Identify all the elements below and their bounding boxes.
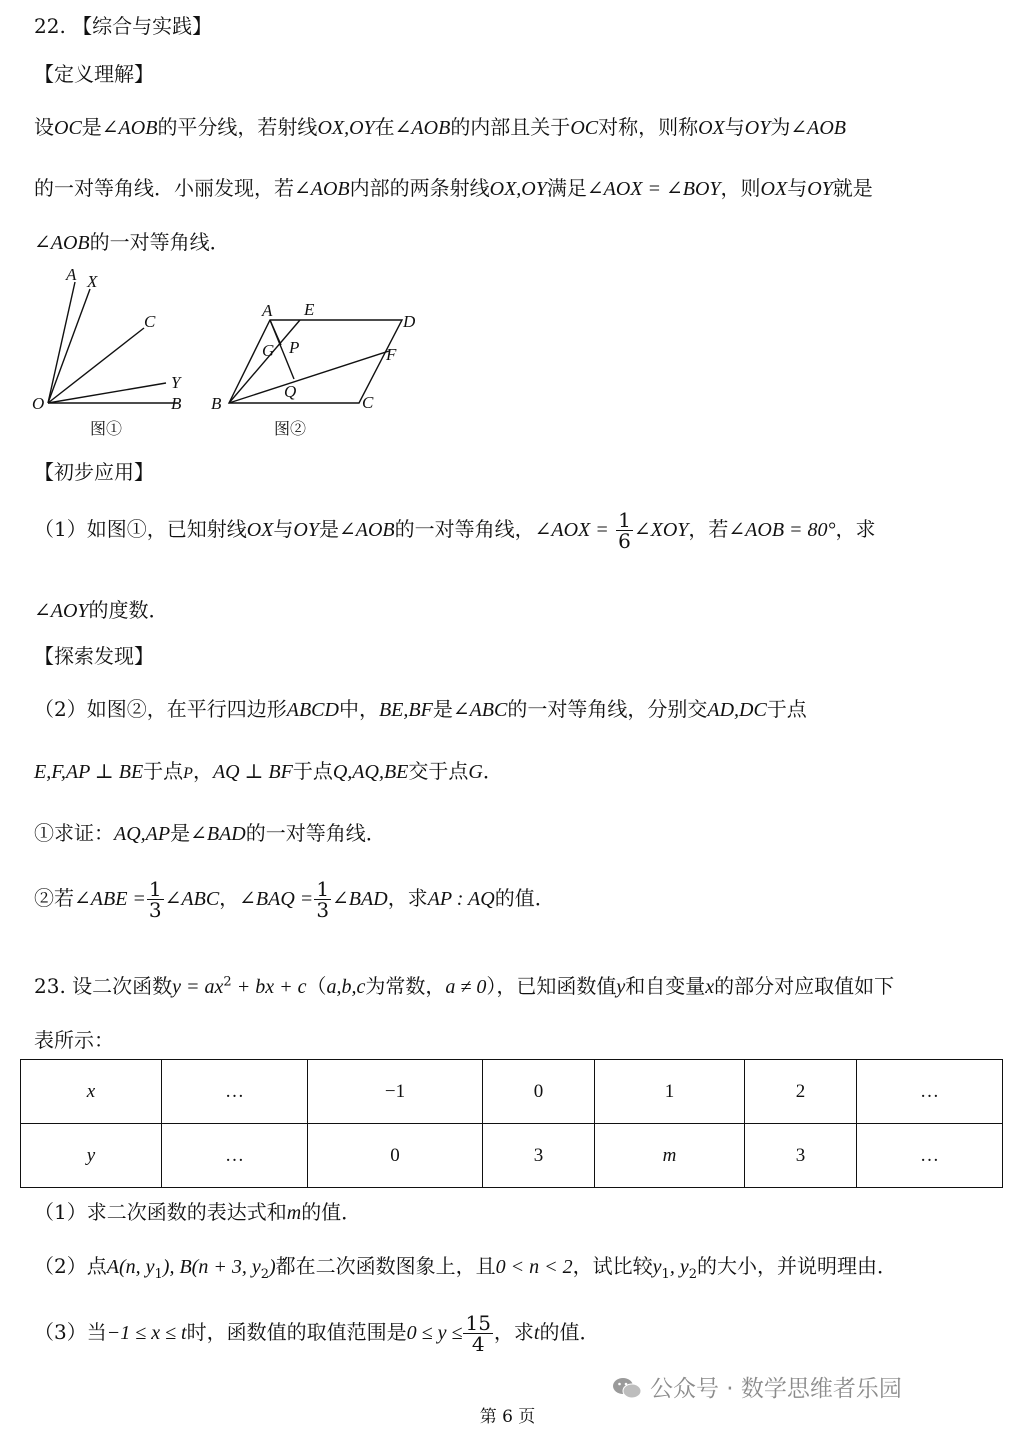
- q22-part2-line-2: E,F,AP ⊥ BE于点P，AQ ⊥ BF于点Q,AQ,BE交于点G．: [34, 759, 503, 783]
- fig2-label-p: P: [289, 338, 300, 357]
- q23-part1: （1）求二次函数的表达式和m的值．: [34, 1200, 362, 1224]
- fraction-one-third-b: $\frac{1}{3}$: [316, 877, 330, 922]
- fig2-label-a: A: [262, 301, 273, 320]
- q22-part1-line-2: ∠AOY的度数．: [34, 598, 169, 622]
- table-cell: y: [21, 1124, 162, 1188]
- table-cell: 0: [483, 1060, 595, 1124]
- fig1-label-y: Y: [171, 373, 181, 392]
- q22-part2-line-1: （2）如图②，在平行四边形ABCD中，BE,BF是∠ABC的一对等角线，分别交AD,DC于点: [34, 697, 807, 721]
- definition-line-1: 设OC是∠AOB的平分线，若射线OX,OY在∠AOB的内部且关于OC对称，则称OX与OY为∠AOB: [34, 115, 846, 139]
- figure-1: [28, 262, 208, 442]
- fig1-label-o: O: [32, 394, 45, 413]
- definition-line-3: ∠AOB的一对等角线．: [34, 230, 230, 254]
- section-definition: 【定义理解】: [34, 62, 154, 86]
- fraction-fifteen-fourths: $\frac{15}{4}$: [465, 1311, 491, 1356]
- table-cell: 3: [483, 1124, 595, 1188]
- q23-intro-line-1: 23. 设二次函数$y = ax^2$ + bx + c（a,b,c为常数，a ≠ 0），已知函数值y和自变量x的部分对应取值如下: [34, 974, 895, 998]
- fig1-caption: 图①: [90, 419, 123, 438]
- values-table: [20, 1059, 1003, 1188]
- table-cell: 0: [308, 1124, 483, 1188]
- q22-heading: 22. 【综合与实践】: [34, 14, 213, 38]
- fig1-label-a: A: [66, 265, 77, 284]
- q23-part3: （3）当−1 ≤ x ≤ t时，函数值的取值范围是0 ≤ y ≤ $\frac{15}{4}$ ，求t的值．: [34, 1311, 600, 1356]
- figure-2: [204, 294, 430, 444]
- page-number: 第 6 页: [479, 1407, 536, 1427]
- fig2-label-e: E: [304, 300, 315, 319]
- table-cell: x: [21, 1060, 162, 1124]
- table-cell: 3: [745, 1124, 857, 1188]
- watermark: 公众号 · 数学思维者乐园: [612, 1370, 902, 1403]
- fig2-caption: 图②: [274, 419, 307, 438]
- table-cell: …: [162, 1124, 308, 1188]
- fraction-one-third-a: $\frac{1}{3}$: [148, 877, 162, 922]
- fig2-label-d: D: [403, 312, 416, 331]
- q22-sub1: ①求证：AQ,AP是∠BAD的一对等角线．: [34, 821, 386, 845]
- fig2-label-q: Q: [284, 382, 297, 401]
- q22-sub2: ②若∠ABE = $\frac{1}{3}$ ∠ABC，∠BAQ = $\frac{1}{3}$ ∠BAD，求AP : AQ的值．: [34, 877, 555, 922]
- fig1-label-b: B: [171, 394, 182, 413]
- fig1-label-c: C: [144, 312, 156, 331]
- table-row-x: [21, 1060, 1003, 1124]
- fig1-label-x: X: [87, 272, 98, 291]
- q23-part2: （2）点A(n, $y_1$), B(n + 3, $y_2$)都在二次函数图象上，且0 < n < 2，试比较$y_1$, $y_2$的大小，并说明理由．: [34, 1254, 897, 1282]
- q22-part1-line-1: （1）如图①，已知射线OX与OY是∠AOB的一对等角线，∠AOX = $\frac{1}{6}$ ∠XOY，若∠AOB = 80°，求: [34, 508, 876, 553]
- q23-intro-line-2: 表所示：: [34, 1028, 114, 1052]
- fig2-label-f: F: [386, 345, 397, 364]
- wechat-icon: [612, 1376, 642, 1400]
- fig2-label-c: C: [362, 393, 374, 412]
- table-cell: 2: [745, 1060, 857, 1124]
- table-cell: …: [857, 1124, 1003, 1188]
- fig2-label-b: B: [211, 394, 222, 413]
- fig2-label-g: G: [262, 341, 275, 360]
- table-cell: m: [595, 1124, 745, 1188]
- fraction-one-sixth: $\frac{1}{6}$: [618, 508, 631, 553]
- table-cell: …: [857, 1060, 1003, 1124]
- section-application: 【初步应用】: [34, 460, 154, 484]
- section-explore: 【探索发现】: [34, 644, 154, 668]
- definition-line-2: 的一对等角线．小丽发现，若∠AOB内部的两条射线OX,OY满足∠AOX = ∠BOY，则OX与OY就是: [34, 176, 873, 200]
- table-cell: −1: [308, 1060, 483, 1124]
- table-row-y: [21, 1124, 1003, 1188]
- table-cell: …: [162, 1060, 308, 1124]
- table-cell: 1: [595, 1060, 745, 1124]
